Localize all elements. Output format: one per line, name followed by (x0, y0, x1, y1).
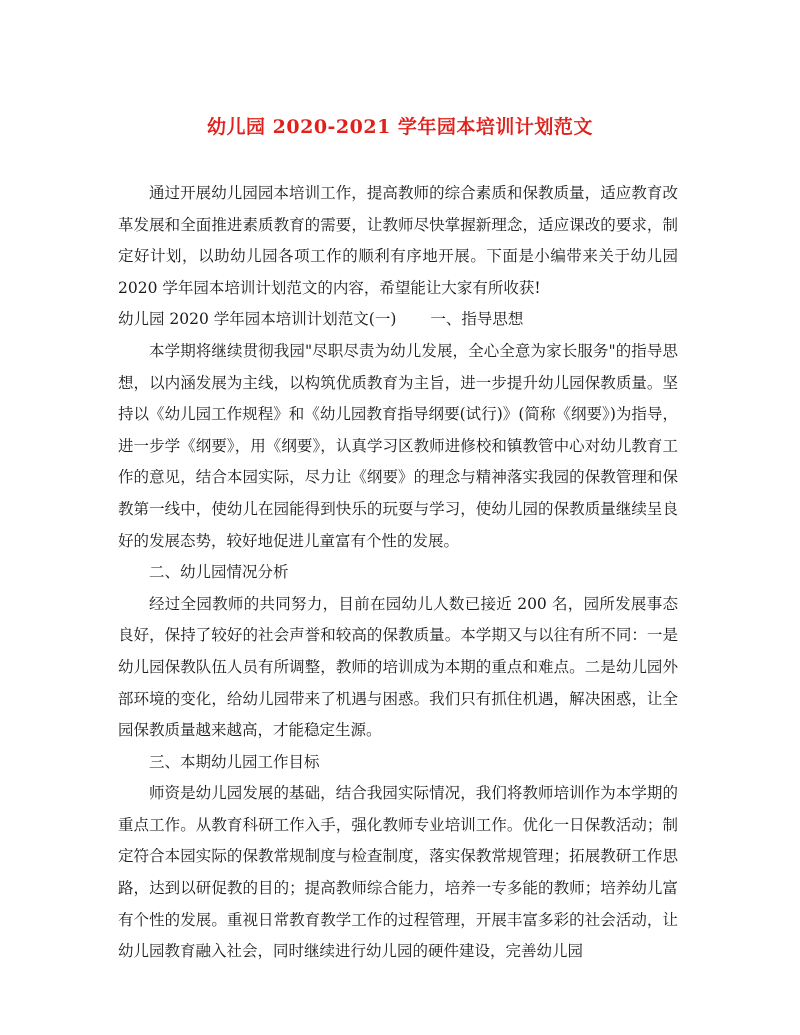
document-title: 幼儿园 2020-2021 学年园本培训计划范文 (207, 116, 593, 138)
section2-paragraph: 经过全园教师的共同努力，目前在园幼儿人数已接近 200 名，园所发展事态良好，保持了较好的社会声誉和较高的保教质量。本学期又与以往有所不同：一是幼儿园保教队伍人员有所调整，教师的培训成为本期的重点和难点。二是幼儿园外部环境的变化，给幼儿园带来了机遇与困惑。我们只有抓住机遇，解决困惑，让全园保教质量越来越高，才能稳定生源。 (118, 594, 678, 740)
section1-paragraph: 本学期将继续贯彻我园"尽职尽责为幼儿发展，全心全意为家长服务"的指导思想，以内涵发展为主线，以构筑优质教育为主旨，进一步提升幼儿园保教质量。坚持以《幼儿园工作规程》和《幼儿园教育指导纲要(试行)》(简称《纲要》)为指导，进一步学《纲要》，用《纲要》，认真学习区教师进修校和镇教管中心对幼儿教育工作的意见，结合本园实际，尽力让《纲要》的理念与精神落实我园的保教管理和保教第一线中，使幼儿在园能得到快乐的玩耍与学习，使幼儿园的保教质量继续呈良好的发展态势，较好地促进儿童富有个性的发展。 (118, 341, 678, 550)
section2-heading: 二、幼儿园情况分析 (149, 563, 289, 582)
section3-paragraph: 师资是幼儿园发展的基础，结合我园实际情况，我们将教师培训作为本学期的重点工作。从教育科研工作入手，强化教师专业培训工作。优化一日保教活动；制定符合本园实际的保教常规制度与检查制度，落实保教常规管理；拓展教研工作思路，达到以研促教的目的；提高教师综合能力，培养一专多能的教师；培养幼儿富有个性的发展。重视日常教育教学工作的过程管理，开展丰富多彩的社会活动，让幼儿园教育融入社会，同时继续进行幼儿园的硬件建设，完善幼儿园 (118, 784, 678, 961)
subtitle: 幼儿园 2020 学年园本培训计划范文(一) (118, 310, 397, 329)
document-body (118, 178, 678, 968)
section1-heading: 一、指导思想 (430, 310, 524, 329)
section3-heading: 三、本期幼儿园工作目标 (149, 752, 320, 771)
subtitle-line (118, 304, 678, 336)
intro-paragraph: 通过开展幼儿园园本培训工作，提高教师的综合素质和保教质量，适应教育改革发展和全面推进素质教育的需要，让教师尽快掌握新理念，适应课改的要求，制定好计划，以助幼儿园各项工作的顺利有序地开展。下面是小编带来关于幼儿园 2020 学年园本培训计划范文的内容，希望能让大家有所收获! (118, 184, 678, 297)
